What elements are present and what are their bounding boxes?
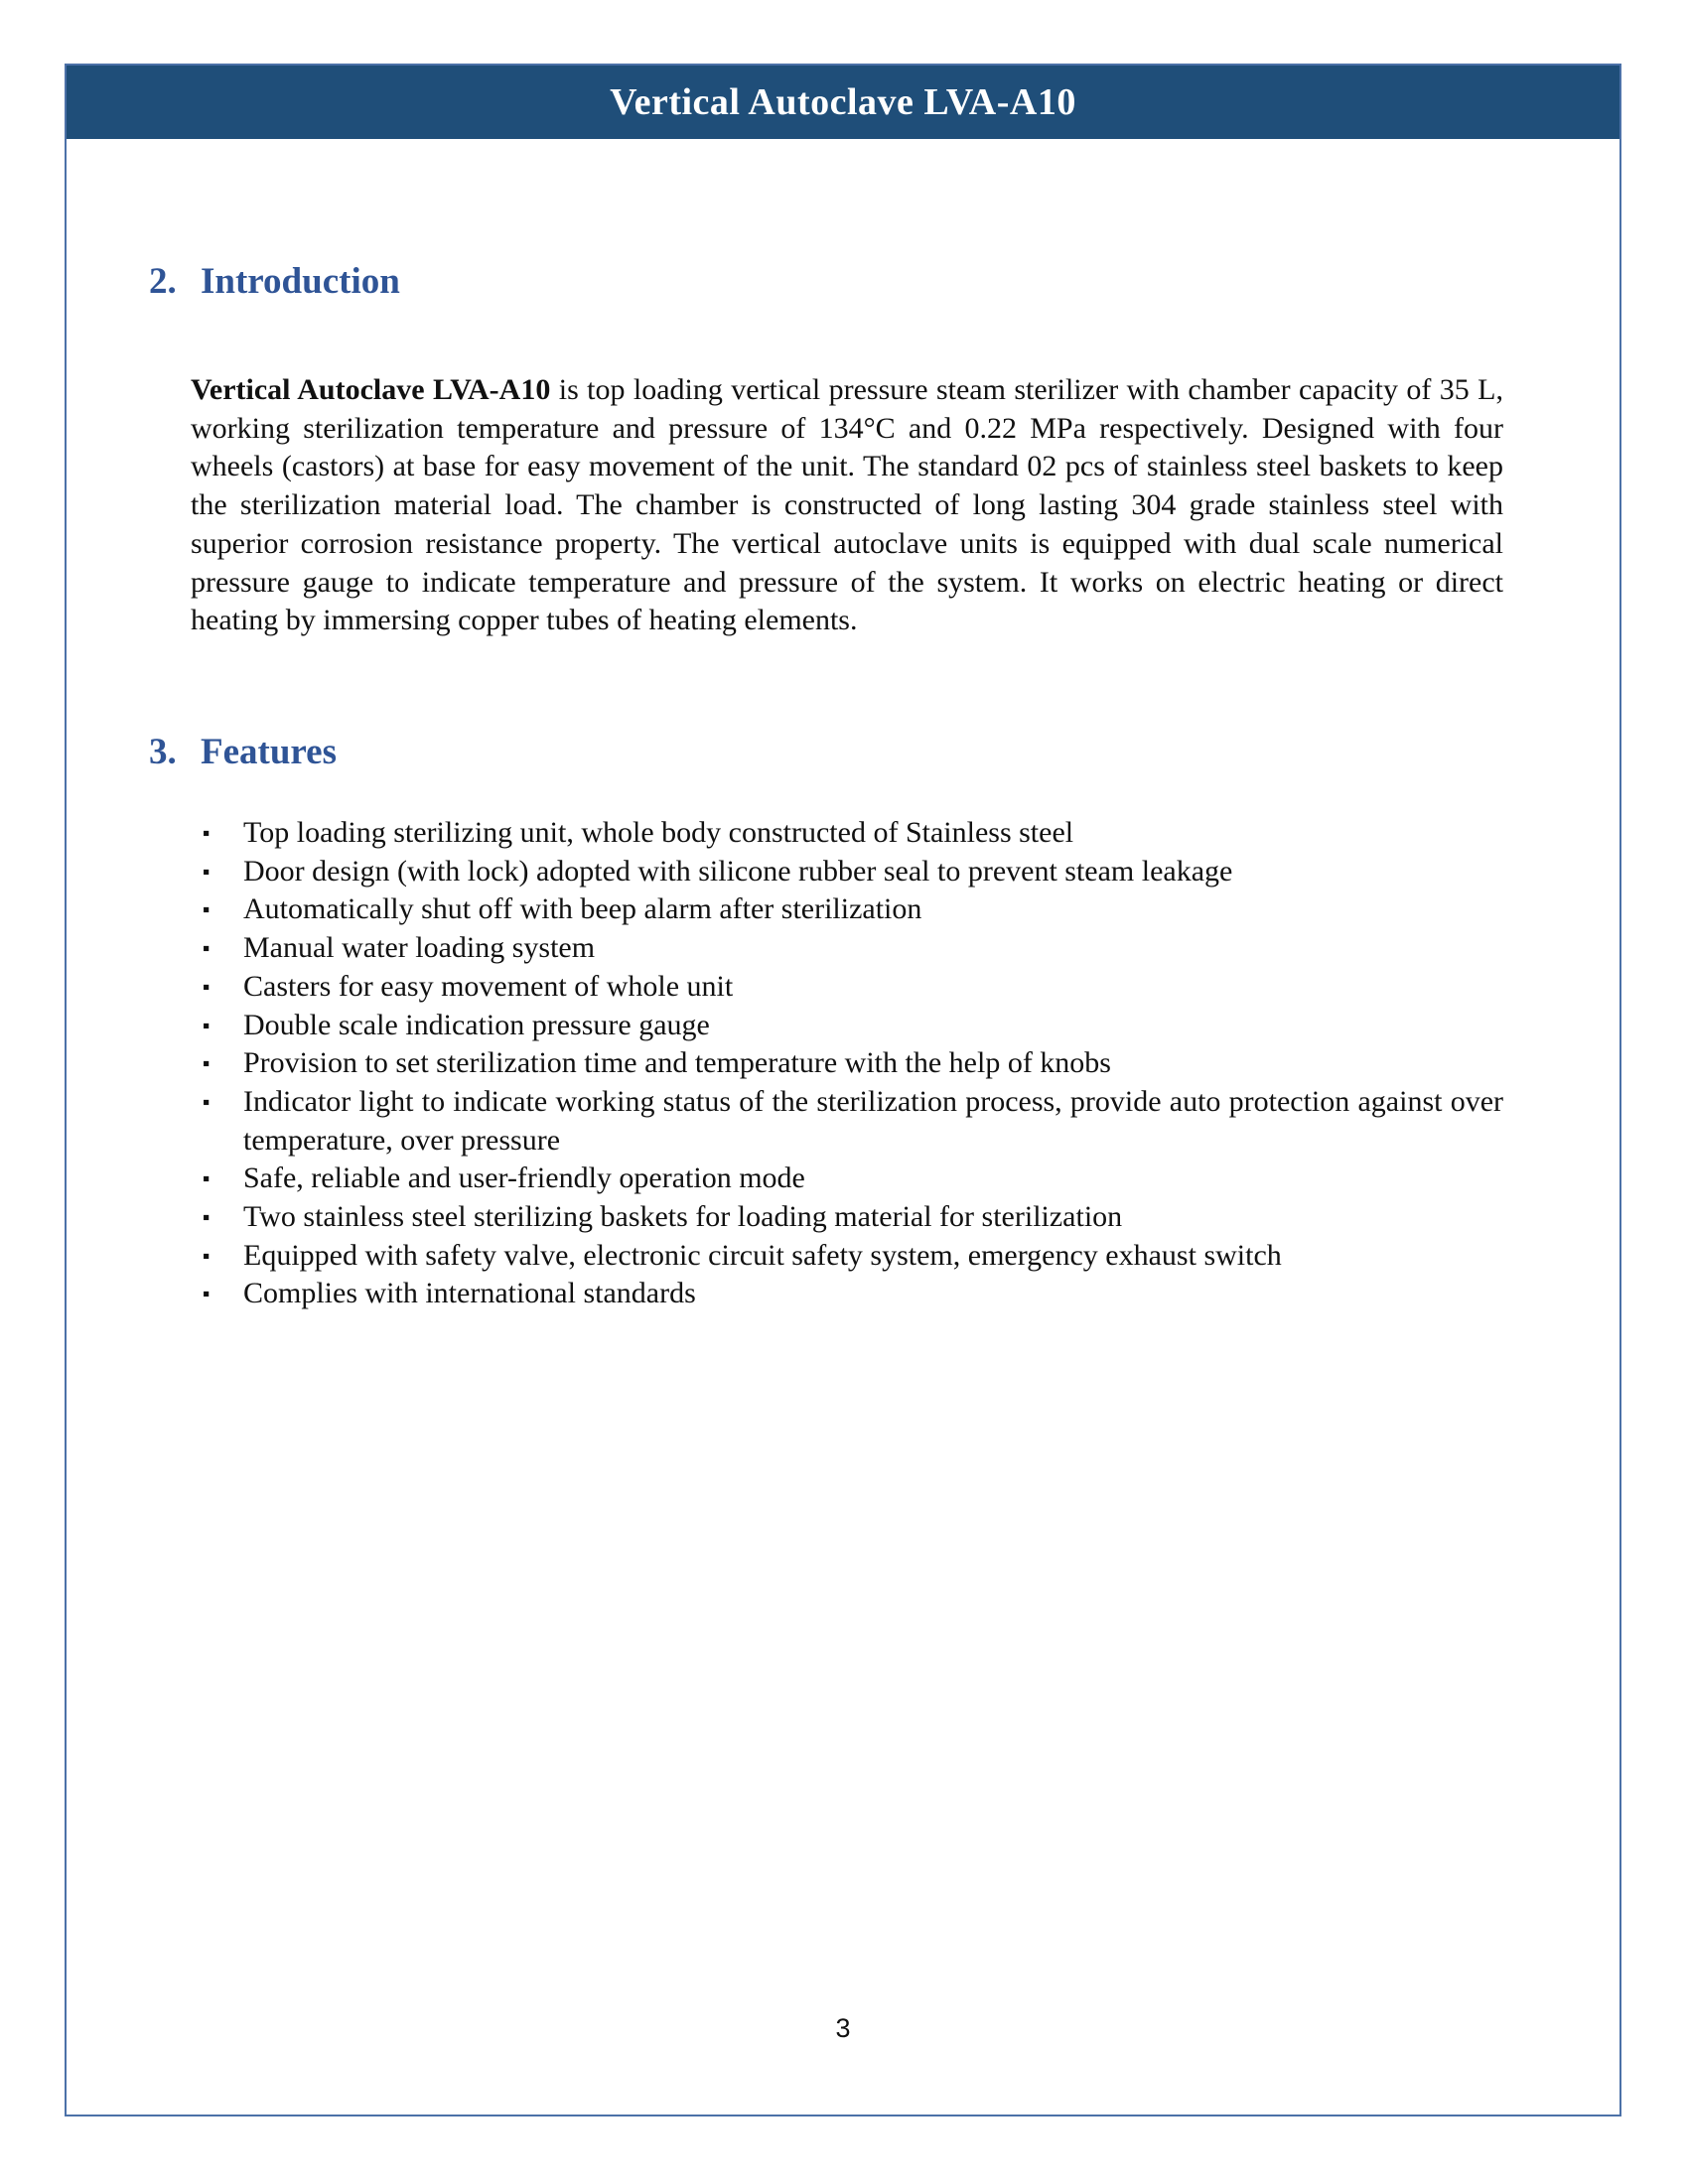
feature-item-text: Complies with international standards bbox=[243, 1277, 696, 1310]
feature-item-text: Manual water loading system bbox=[243, 931, 596, 965]
feature-item-text: Provision to set sterilization time and temperature with the help of knobs bbox=[243, 1046, 1111, 1080]
feature-item-text: Double scale indication pressure gauge bbox=[243, 1008, 710, 1041]
introduction-paragraph bbox=[191, 371, 1503, 640]
introduction-section-heading bbox=[149, 260, 400, 303]
square-bullet-icon: ▪ bbox=[203, 1089, 211, 1114]
feature-list-item bbox=[191, 1044, 1503, 1083]
feature-list-item bbox=[191, 1083, 1503, 1160]
feature-list-item bbox=[191, 1007, 1503, 1045]
square-bullet-icon: ▪ bbox=[203, 1051, 211, 1076]
feature-item-text: Two stainless steel sterilizing baskets for loading material for sterilization bbox=[243, 1200, 1123, 1234]
square-bullet-icon: ▪ bbox=[203, 1166, 211, 1191]
feature-list-item bbox=[191, 968, 1503, 1007]
square-bullet-icon: ▪ bbox=[203, 1205, 211, 1230]
introduction-body-text: is top loading vertical pressure steam sterilizer with chamber capacity of 35 L, working sterilization temperature and pressure of 134°C and 0.22 MPa respectively. Designed with four wheels (castors) at base for easy movement of the unit. The standard 02 pcs of stainless steel baskets to keep the sterilization material load. The chamber is constructed of long lasting 304 grade stainless steel with superior corrosion resistance property. The vertical autoclave units is equipped with dual scale numerical pressure gauge to indicate temperature and pressure of the system. It works on electric heating or direct heating by immersing copper tubes of heating elements. bbox=[191, 373, 1503, 637]
document-page-frame bbox=[65, 64, 1621, 2116]
square-bullet-icon: ▪ bbox=[203, 936, 211, 961]
page-number: 3 bbox=[835, 2013, 851, 2043]
introduction-lead-phrase: Vertical Autoclave LVA-A10 bbox=[191, 373, 551, 406]
feature-list-item bbox=[191, 890, 1503, 929]
feature-list-item bbox=[191, 1275, 1503, 1313]
feature-list-item bbox=[191, 1198, 1503, 1237]
feature-item-text: Casters for easy movement of whole unit bbox=[243, 969, 734, 1003]
feature-item-text: Door design (with lock) adopted with silicone rubber seal to prevent steam leakage bbox=[243, 854, 1233, 887]
feature-list-item bbox=[191, 1237, 1503, 1276]
feature-list-item bbox=[191, 1160, 1503, 1198]
features-section-heading bbox=[149, 731, 337, 773]
section-heading-label: Introduction bbox=[201, 261, 400, 302]
square-bullet-icon: ▪ bbox=[203, 974, 211, 999]
square-bullet-icon: ▪ bbox=[203, 1013, 211, 1037]
feature-item-text: Safe, reliable and user-friendly operation mode bbox=[243, 1161, 805, 1195]
section-heading-label: Features bbox=[201, 732, 337, 772]
section-number: 3. bbox=[149, 732, 177, 772]
features-list bbox=[191, 814, 1503, 1313]
square-bullet-icon: ▪ bbox=[203, 821, 211, 845]
square-bullet-icon: ▪ bbox=[203, 859, 211, 884]
document-title: Vertical Autoclave LVA-A10 bbox=[610, 81, 1076, 123]
feature-list-item bbox=[191, 929, 1503, 968]
square-bullet-icon: ▪ bbox=[203, 897, 211, 922]
square-bullet-icon: ▪ bbox=[203, 1243, 211, 1268]
feature-item-text: Automatically shut off with beep alarm after sterilization bbox=[243, 892, 922, 926]
square-bullet-icon: ▪ bbox=[203, 1282, 211, 1306]
feature-list-item bbox=[191, 814, 1503, 853]
feature-item-text: Top loading sterilizing unit, whole body constructed of Stainless steel bbox=[243, 816, 1074, 849]
section-number: 2. bbox=[149, 261, 177, 302]
feature-item-text: Equipped with safety valve, electronic circuit safety system, emergency exhaust switch bbox=[243, 1238, 1282, 1272]
feature-item-text: Indicator light to indicate working status of the sterilization process, provide auto protection against over temperature, over pressure bbox=[243, 1084, 1503, 1157]
header-bar bbox=[67, 66, 1619, 139]
feature-list-item bbox=[191, 853, 1503, 891]
